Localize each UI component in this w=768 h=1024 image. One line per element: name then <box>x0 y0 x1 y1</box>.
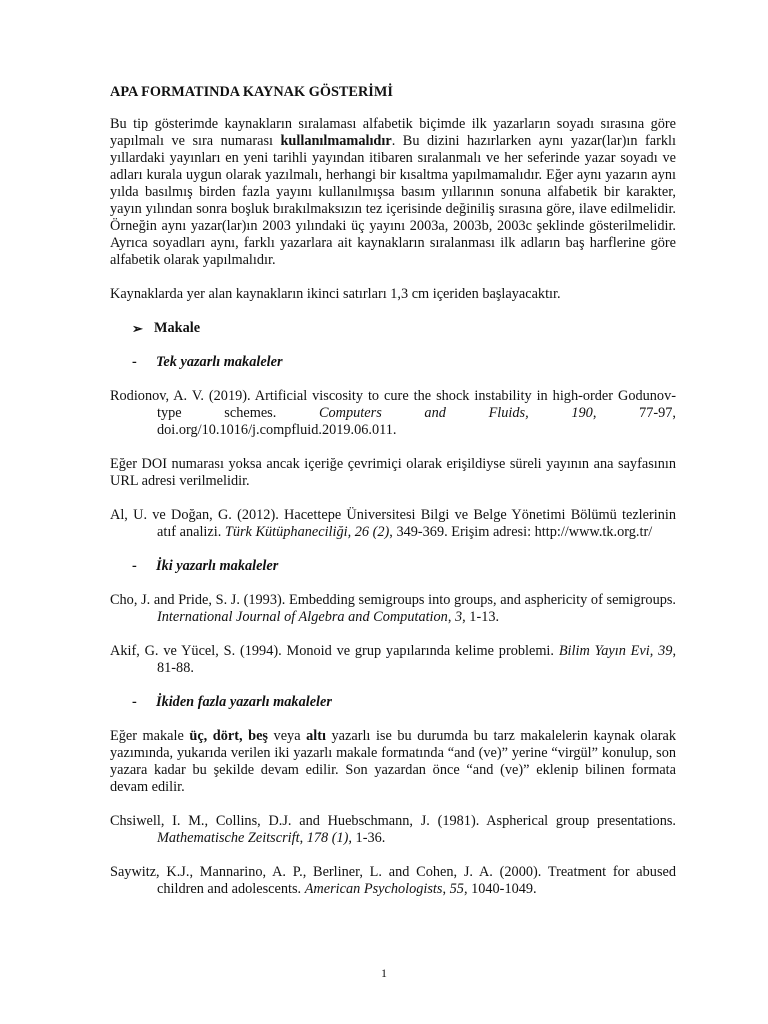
ref-text: , <box>447 609 455 625</box>
ref-text: , 1040-1049. <box>463 881 537 897</box>
subheading-label: Tek yazarlı makaleler <box>156 354 283 370</box>
page-number: 1 <box>381 966 387 980</box>
indent-note: Kaynaklarda yer alan kaynakların ikinci satırları 1,3 cm içeriden başlayacaktır. <box>110 286 561 302</box>
intro-paragraph <box>110 116 676 269</box>
doi-note: Eğer DOI numarası yoksa ancak içeriğe çevrimiçi olarak erişildiyse süreli yayının ana sayfasının URL adresi verilmelidir. <box>110 456 676 489</box>
note-bold: altı <box>306 728 326 744</box>
ref-text: , 1-13. <box>462 609 500 625</box>
reference-entry <box>110 643 676 677</box>
ref-italic: Bilim Yayın Evi, 39 <box>558 643 673 659</box>
page-title: APA FORMATINDA KAYNAK GÖSTERİMİ <box>110 84 393 100</box>
dash-bullet: - <box>132 354 137 370</box>
note-text: Eğer makale <box>110 728 190 744</box>
ref-italic: International Journal of Algebra and Computation <box>157 609 448 625</box>
ref-text: , <box>442 881 450 897</box>
ref-italic: American Psychologists <box>304 881 443 897</box>
note-text: veya <box>268 728 307 744</box>
ref-italic: 55 <box>449 881 464 897</box>
ref-italic: 178 (1), <box>306 830 352 846</box>
ref-italic: Mathematische Zeitscrift <box>157 830 300 846</box>
ref-text: , 81-88. <box>157 643 677 676</box>
ref-text: Akif, G. ve Yücel, S. (1994). Monoid ve grup yapılarında kelime problemi. <box>110 643 559 659</box>
dash-bullet: - <box>132 558 137 574</box>
ref-text: Chsiwell, I. M., Collins, D.J. and Huebschmann, J. (1981). Aspherical group presentations. <box>110 813 676 829</box>
ref-italic: Türk Kütüphaneciliği, 26 (2) <box>224 524 390 540</box>
ref-italic: Computers and Fluids, 190 <box>319 405 593 421</box>
ref-text: , 349-369. Erişim adresi: http://www.tk.org.tr/ <box>389 524 653 540</box>
ref-italic: 3 <box>455 609 463 625</box>
reference-entry <box>110 388 676 439</box>
subheading-single <box>132 354 676 371</box>
intro-text-rest: . Bu dizini hazırlarken aynı yazar(lar)ın farklı yıllardaki yayınları en yeni tarihli yayından itibaren sıralanmalı ve her seferinde yazar soyadı ve adları kurala uygun olarak yazılmalı, herhangi bir kısaltma yapılmamalıdır. Eğer aynı yazarın aynı yılda basılmış birden fazla yayını kullanılmışsa basım yıllarının sonuna alfabetik bir karakter, yayın yılından sonra boşluk bırakılmaksızın tez içerisinde değiniliş sırasına göre, ilave edilmelidir. Örneğin aynı yazar(lar)ın 2003 yılındaki üç yayını 2003a, 2003b, 2003c şeklinde gösterilmelidir. Ayrıca soyadları aynı, farklı yazarlara ait kaynakların sıralanması ilk adların baş harflerine göre alfabetik olarak yapılmalıdır. <box>110 133 676 268</box>
reference-entry <box>110 813 676 847</box>
multi-author-note <box>110 728 676 796</box>
document-body <box>110 84 676 915</box>
reference-entry <box>110 507 676 541</box>
ref-text: Al, U. ve Doğan, G. (2012). Hacettepe Üniversitesi Bilgi ve Belge Yönetimi Bölümü tezlerinin atıf analizi. <box>110 507 676 540</box>
reference-entry <box>110 592 676 626</box>
ref-text: Saywitz, K.J., Mannarino, A. P., Berliner, L. and Cohen, J. A. (2000). Treatment for abused children and adolescents. <box>110 864 676 897</box>
note-text: yazarlı ise bu durumda bu tarz makalelerin kaynak olarak yazımında, yukarıda verilen iki yazarlı makale formatında “and (ve)” yerine “virgül” konulup, son yazara kadar bu şekilde devam edilir. Son yazardan önce “and (ve)” eklenip bilinen formata devam edilir. <box>110 728 677 795</box>
ref-text: Rodionov, A. V. (2019). Artificial viscosity to cure the shock instability in high-order Godunov-type schemes. <box>110 388 676 421</box>
section-heading-makale <box>132 320 676 337</box>
section-label: Makale <box>154 320 201 336</box>
intro-bold-text: kullanılmamalıdır <box>280 133 392 149</box>
subheading-label: İkiden fazla yazarlı makaleler <box>156 694 332 710</box>
dash-bullet: - <box>132 694 137 710</box>
note-bold: üç, dört, beş <box>189 728 268 744</box>
subheading-label: İki yazarlı makaleler <box>156 558 279 574</box>
subheading-multi <box>132 694 676 711</box>
arrow-bullet-icon: ➢ <box>132 321 143 336</box>
intro-text: Bu tip gösterimde kaynakların sıralaması alfabetik biçimde ilk yazarların soyadı sırasına göre yapılmalı ve sıra numarası <box>110 116 676 149</box>
ref-text: , <box>299 830 307 846</box>
ref-text: , 77-97, doi.org/10.1016/j.compfluid.2019.06.011. <box>157 405 676 438</box>
ref-text: 1-36. <box>351 830 386 846</box>
reference-entry <box>110 864 676 898</box>
subheading-double <box>132 558 676 575</box>
ref-text: Cho, J. and Pride, S. J. (1993). Embedding semigroups into groups, and asphericity of semigroups. <box>110 592 676 608</box>
